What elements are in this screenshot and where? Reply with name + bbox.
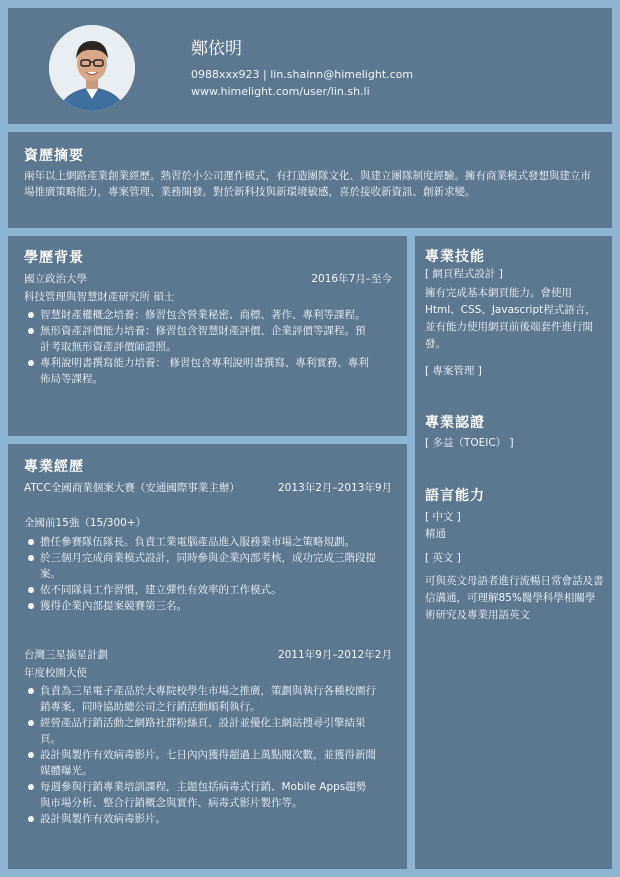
skill2-label: [ 專案管理 ] — [425, 365, 482, 377]
experience-title: 專業經歷 — [24, 459, 84, 475]
experience-panel — [8, 444, 407, 869]
school-name: 國立政治大學 — [24, 273, 87, 285]
avatar — [49, 25, 135, 111]
lang1-level: 精通 — [425, 528, 446, 540]
list-item: 設計與製作有效病毒影片。七日內內獲得超過上萬點閱次數，並獲得新聞媒體曝光。 — [24, 747, 376, 779]
cert-title: 專業認證 — [425, 415, 485, 431]
skill1-text: 擁有完成基本網頁能力。會使用Html、CSS、Javascript程式語言，並有能力使用網頁前後端套件進行開發。 — [425, 287, 596, 350]
contact-phone-email: 0988xxx923 | lin.shainn@himelight.com — [191, 68, 414, 81]
education-school-row — [24, 271, 392, 287]
job2-name: 台灣三星摘星計劃 — [24, 649, 108, 661]
header-panel — [8, 8, 612, 124]
education-panel — [8, 236, 407, 436]
job1-role: 全國前15強（15/300+） — [24, 517, 147, 529]
sidebar-panel — [415, 236, 612, 869]
list-item: 專利說明書撰寫能力培養： 修習包含專利說明書撰寫、專利實務、專利佈局等課程。 — [24, 355, 370, 387]
education-bullets — [24, 307, 370, 387]
list-item: 智慧財產權概念培養：修習包含營業秘密、商標、著作、專利等課程。 — [24, 307, 370, 323]
list-item: 經營產品行銷活動之網路社群粉絲頁、設計並優化主網站搜尋引擎結果頁。 — [24, 715, 376, 747]
lang2-text: 可與英文母語者進行流暢日常會話及書 信溝通，可理解85%醫學科學相關學術研究及專業用語英文 — [425, 575, 604, 621]
degree: 科技管理與智慧財產研究所 碩士 — [24, 291, 175, 303]
job1-name: ATCC全國商業個案大賽（安通國際事業主辦） — [24, 482, 240, 494]
list-item: 擔任參賽隊伍隊長。負責工業電腦產品進入服務業市場之策略規劃。 — [24, 534, 376, 550]
list-item: 獲得企業內部提案競賽第三名。 — [24, 598, 376, 614]
job2-bullets — [24, 683, 376, 827]
person-name: 鄭依明 — [191, 39, 242, 59]
list-item: 負責為三星電子產品於大專院校學生市場之推廣，策劃與執行各種校園行銷專案，同時協助總公司之行銷活動順利執行。 — [24, 683, 376, 715]
job2-row — [24, 647, 392, 663]
job1-bullets — [24, 534, 376, 614]
job2-role: 年度校園大使 — [24, 667, 87, 679]
list-item: 設計與製作有效病毒影片。 — [24, 811, 376, 827]
education-title: 學歷背景 — [24, 250, 84, 266]
summary-title: 資歷摘要 — [24, 148, 84, 164]
list-item: 無形資產評價能力培養：修習包含智慧財產評價、企業評價等課程。預計考取無形資產評價師證照。 — [24, 323, 370, 355]
list-item: 依不同隊員工作習慣，建立彈性有效率的工作模式。 — [24, 582, 376, 598]
summary-text: 兩年以上網路產業創業經歷。熟習於小公司運作模式，有打造團隊文化、與建立團隊制度經驗。擁有商業模式發想與建立市場推廣策略能力，專案管理、業務開發。對於新科技與新環境敏感，喜於接收新資訊、創新求變。 — [24, 170, 591, 198]
profile-photo — [49, 25, 135, 111]
list-item: 於三個月完成商業模式設計，同時參與企業內部考核，成功完成三階段提案。 — [24, 550, 376, 582]
contact-website: www.himelight.com/user/lin.sh.li — [191, 85, 370, 98]
lang1-label: [ 中文 ] — [425, 511, 461, 523]
lang2-label: [ 英文 ] — [425, 552, 461, 564]
cert1: [ 多益（TOEIC） ] — [425, 437, 514, 449]
job1-period: 2013年2月–2013年9月 — [278, 482, 393, 494]
skills-title: 專業技能 — [425, 249, 485, 265]
list-item: 每週參與行銷專業培訓課程，主題包括病毒式行銷、Mobile Apps趨勢與市場分析、整合行銷概念與實作、病毒式影片製作等。 — [24, 779, 376, 811]
job2-period: 2011年9月–2012年2月 — [277, 649, 392, 661]
school-period: 2016年7月–至今 — [311, 273, 392, 285]
skill1-label: [ 網頁程式設計 ] — [425, 268, 503, 280]
summary-panel — [8, 132, 612, 228]
language-title: 語言能力 — [425, 488, 485, 504]
